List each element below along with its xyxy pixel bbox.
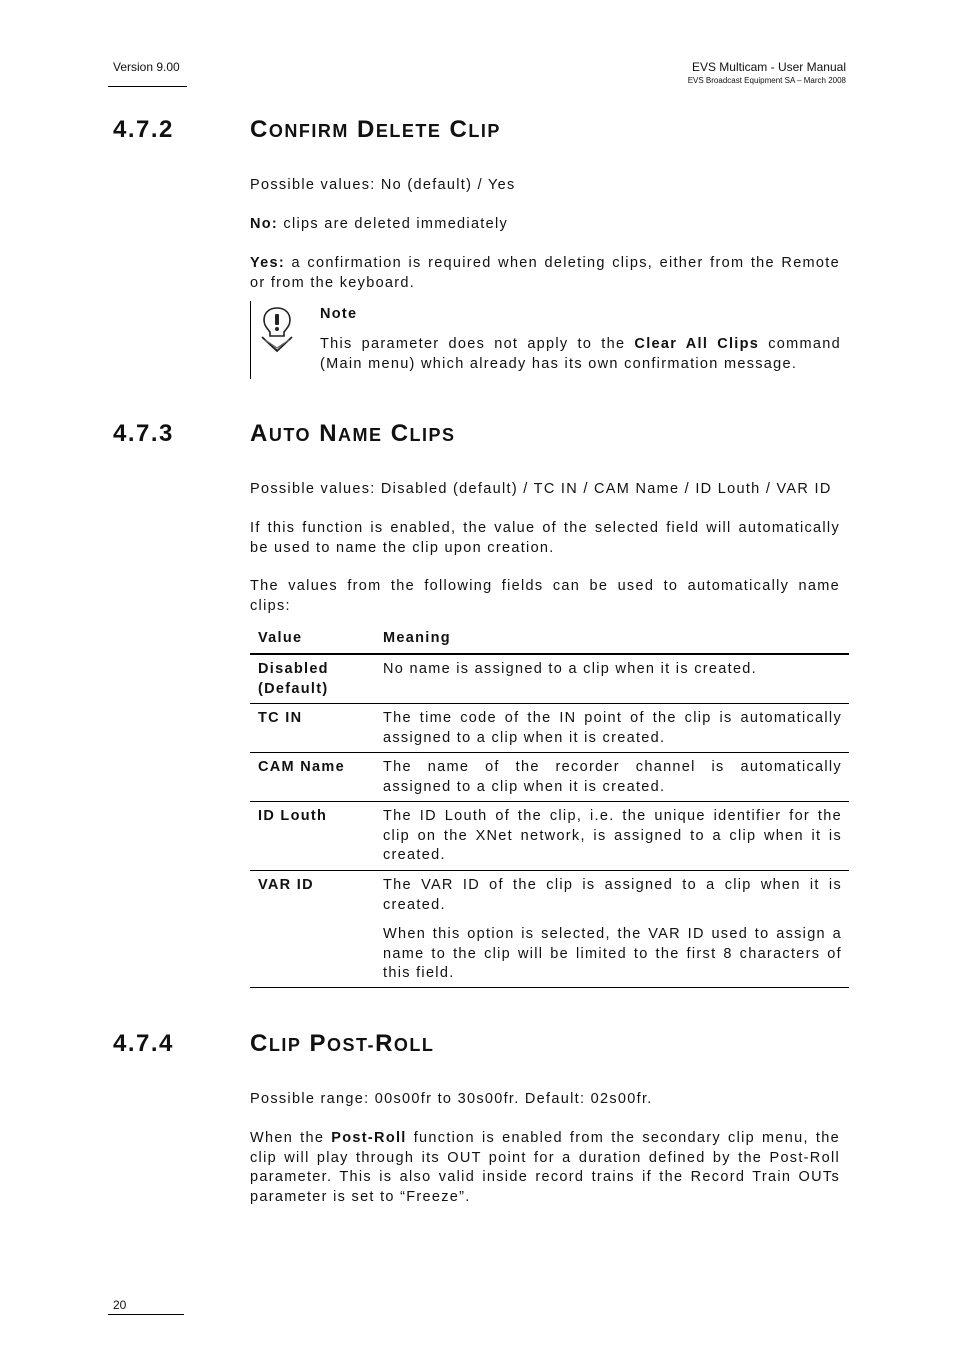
row-value: Disabled (Default) [258,661,329,697]
title-rest: AME [338,425,383,445]
title-initial: N [319,420,339,447]
values-table [250,628,849,988]
no-description: clips are deleted immediately [278,216,509,232]
section-heading-clip-post-roll [113,1030,434,1058]
title-initial: A [250,420,269,447]
section-number: 4.7.4 [113,1030,174,1057]
yes-option-text [250,254,840,293]
title-initial: C [390,420,410,447]
meaning-text: When this option is selected, the VAR ID used to assign a name to the clip will be limited to the first 8 characters of this field. [383,926,842,981]
meaning-text: The time code of the IN point of the clip is automatically assigned to a clip when it is created. [383,710,842,746]
section-heading-auto-name-clips [113,420,456,448]
page-number: 20 [113,1298,127,1312]
possible-values-text: Possible values: No (default) / Yes [250,177,516,193]
row-value: CAM Name [258,759,345,775]
row-meaning [383,753,842,802]
auto-name-possible-values: Possible values: Disabled (default) / TC IN / CAM Name / ID Louth / VAR ID [250,481,832,497]
row-meaning [383,704,842,753]
row-meaning [383,871,842,989]
meaning-text: The ID Louth of the clip, i.e. the unique identifier for the clip on the XNet network, is assigned to a clip when it is created. [383,808,842,863]
header-meaning: Meaning [383,630,451,646]
title-rest: LIP [268,1035,302,1055]
title-initial: C [449,116,469,143]
note-title: Note [320,306,358,322]
title-initial: C [250,1030,269,1057]
manual-title: EVS Multicam - User Manual [691,60,846,74]
title-rest: UTO [268,425,312,445]
title-initial: C [250,116,269,143]
auto-name-paragraph-2: The values from the following fields can be used to automatically name clips: [250,578,840,614]
table-row [250,753,849,802]
post-roll-paragraph [250,1129,840,1207]
note-text-after: command (Main menu) which already has its own confirmation message. [320,336,841,372]
row-meaning [383,655,842,685]
header-right [688,60,846,85]
section-number: 4.7.2 [113,116,174,143]
table-row [250,871,849,988]
table-header [250,628,849,655]
post-roll-text-after: function is enabled from the secondary clip menu, the clip will play through its OUT point for a duration defined by the Post-Roll parameter. This is also valid inside record trains if the Record Train OUTs parameter is set to “Freeze”. [250,1130,840,1205]
title-rest: OLL [393,1035,435,1055]
title-rest: OST- [327,1035,376,1055]
post-roll-text-before: When the [250,1130,332,1146]
section-number: 4.7.3 [113,420,174,447]
meaning-text: The VAR ID of the clip is assigned to a clip when it is created. [383,877,842,913]
header-value: Value [258,630,303,646]
post-roll-range: Possible range: 00s00fr to 30s00fr. Default: 02s00fr. [250,1091,653,1107]
table-row [250,802,849,871]
row-value: VAR ID [258,877,314,893]
post-roll-text-bold: Post-Roll [331,1130,407,1146]
title-rest: ELETE [375,121,442,141]
table-row [250,704,849,753]
footer-rule [108,1314,184,1315]
header-version: Version 9.00 [113,60,180,74]
note-text-before: This parameter does not apply to the [320,336,635,352]
no-option-text [250,215,840,235]
title-rest: LIPS [409,425,456,445]
no-label: No: [250,216,279,232]
title-initial: R [375,1030,394,1057]
row-meaning [383,802,842,871]
meaning-text: The name of the recorder channel is automatically assigned to a clip when it is created. [383,759,842,795]
auto-name-paragraph-1: If this function is enabled, the value of the selected field will automatically be used to name the clip upon creation. [250,520,840,556]
header-rule [108,86,187,87]
row-value: TC IN [258,710,303,726]
note-warning-icon [259,305,295,355]
note-text [320,335,841,374]
title-rest: LIP [468,121,501,141]
yes-label: Yes: [250,255,286,271]
title-initial: P [309,1030,328,1057]
table-row [250,655,849,704]
section-heading-confirm-delete-clip [113,116,501,144]
yes-description: a confirmation is required when deleting clips, either from the Remote or from the keyboard. [250,255,840,291]
row-value: ID Louth [258,808,328,824]
note-bar [250,301,251,379]
publisher-line: EVS Broadcast Equipment SA – March 2008 [687,76,846,85]
title-initial: D [357,116,376,143]
meaning-text: No name is assigned to a clip when it is created. [383,661,757,677]
title-rest: ONFIRM [268,121,349,141]
note-text-bold: Clear All Clips [634,336,760,352]
